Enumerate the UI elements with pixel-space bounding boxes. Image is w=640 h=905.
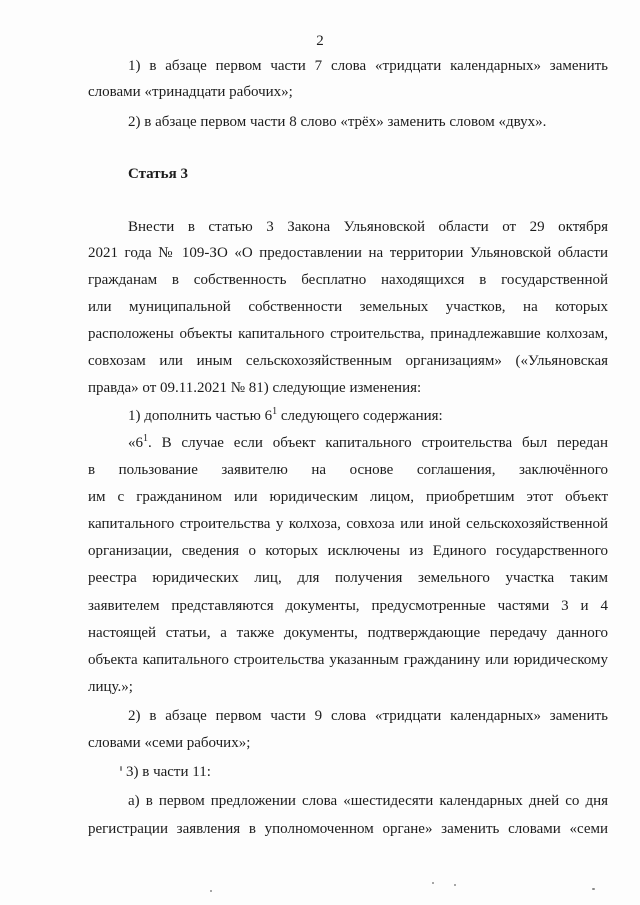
scan-mark [210,890,212,892]
text-line: 3) в части 11: [126,764,211,780]
scan-mark [454,884,456,886]
text-line: а) в первом предложении слова «шестидесяти календарных дней со дня [128,793,608,809]
text-line: расположены объекты капитального строительства, принадлежавшие колхозам, [88,326,608,342]
text-line: реестра юридических лиц, для получения земельного участка таким [88,570,608,586]
text-line: объекта капитального строительства указанным гражданину или юридическому [88,652,608,668]
superscript: 1 [272,406,278,417]
scan-mark [592,888,595,890]
superscript: 1 [143,433,148,444]
text-line: 2) в абзаце первом части 8 слово «трёх» заменить словом «двух». [128,114,547,130]
text-line: 2) в абзаце первом части 9 слова «тридцати календарных» заменить [128,708,608,724]
text-line: словами «семи рабочих»; [88,735,251,751]
text-line: 2021 года № 109-ЗО «О предоставлении на территории Ульяновской области [88,245,608,261]
text-line: лицу.»; [88,679,133,695]
scan-mark [432,882,434,884]
text-line: капитального строительства у колхоза, совхоза или иной сельскохозяйственной [88,516,608,532]
text-line: гражданам в собственность бесплатно находящихся в государственной [88,272,608,288]
text-line: в пользование заявителю на основе соглашения, заключённого [88,462,608,478]
text-line: настоящей статьи, а также документы, подтверждающие передачу данного [88,625,608,641]
text-line: им с гражданином или юридическим лицом, приобретшим этот объект [88,489,608,505]
text-line: словами «тринадцати рабочих»; [88,84,293,100]
page-number: 2 [316,33,324,49]
text-line: «$6^1$. В случае если объект капитального строительства был передан [128,433,608,451]
text-line: заявителем представляются документы, предусмотренные частями 3 и 4 [88,598,608,614]
text-line: Внести в статью 3 Закона Ульяновской области от 29 октября [128,219,608,235]
text-line: 1) дополнить частью $6^1$ следующего содержания: [128,406,443,424]
text-line: правда» от 09.11.2021 № 81) следующие изменения: [88,380,422,396]
article-heading: Статья 3 [128,166,188,182]
text-line: 1) в абзаце первом части 7 слова «тридцати календарных» заменить [128,58,608,74]
text-line: организации, сведения о которых исключены из Единого государственного [88,543,608,559]
text-line: или муниципальной собственности земельных участков, на которых [88,299,608,315]
text-line: регистрации заявления в уполномоченном органе» заменить словами «семи [88,821,608,837]
text-line: совхозам или иным сельскохозяйственным организациям» («Ульяновская [88,353,608,369]
scan-mark [120,766,122,771]
